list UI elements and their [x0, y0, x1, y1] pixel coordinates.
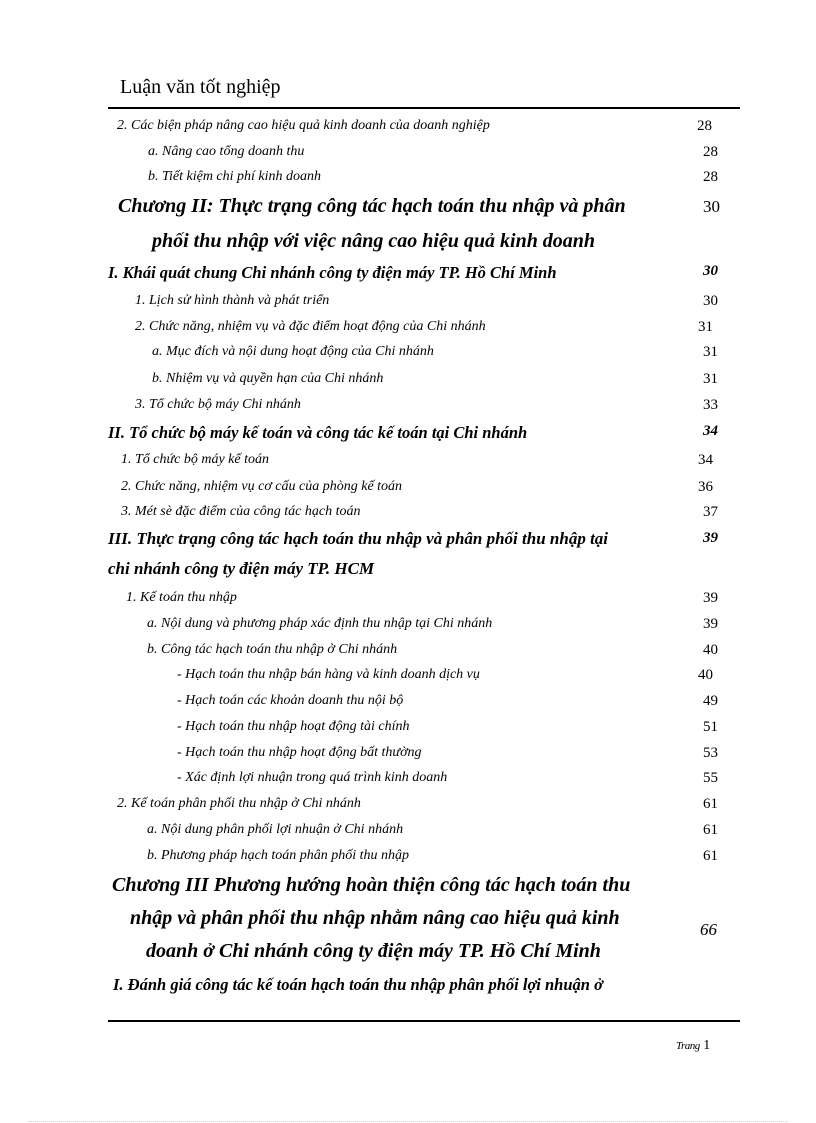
section-title-line: III. Thực trạng công tác hạch toán thu nhập và phân phối thu nhập tại: [108, 529, 609, 548]
chapter-page: 66: [700, 920, 717, 939]
toc-entry-page: 49: [703, 693, 718, 709]
chapter-page: 30: [703, 197, 720, 216]
toc-entry-label: - Hạch toán thu nhập bán hàng và kinh doanh dịch vụ: [177, 667, 480, 682]
toc-entry-label: 3. Tổ chức bộ máy Chi nhánh: [135, 397, 301, 412]
toc-entry-label: a. Nâng cao tổng doanh thu: [148, 144, 305, 159]
toc-entry-label: a. Nội dung và phương pháp xác định thu nhập tại Chi nhánh: [147, 616, 493, 631]
page-footer: [676, 1038, 710, 1054]
toc-entry-page: 28: [703, 144, 718, 160]
toc-entry-label: 2. Các biện pháp nâng cao hiệu quả kinh doanh của doanh nghiệp: [117, 118, 490, 133]
toc-entry-label: - Hạch toán thu nhập hoạt động tài chính: [177, 719, 410, 734]
toc-entry-label: 1. Tổ chức bộ máy kế toán: [121, 452, 269, 467]
toc-entry-page: 61: [703, 796, 718, 812]
toc-entry-page: 51: [703, 719, 718, 735]
toc-entry-page: 28: [697, 118, 712, 134]
section-title-line: chi nhánh công ty điện máy TP. HCM: [108, 559, 375, 578]
toc-entry-label: 2. Chức năng, nhiệm vụ và đặc điểm hoạt động của Chi nhánh: [135, 319, 486, 334]
chapter-title-line: Chương II: Thực trạng công tác hạch toán thu nhập và phân: [118, 195, 626, 217]
footer-page-word: Trang: [676, 1040, 700, 1052]
toc-entry-label: a. Nội dung phân phối lợi nhuận ở Chi nhánh: [147, 822, 404, 837]
toc-entry-page: 28: [703, 169, 718, 185]
toc-entry-label: b. Công tác hạch toán thu nhập ở Chi nhánh: [147, 642, 398, 657]
toc-entry-label: 1. Lịch sử hình thành và phát triển: [135, 293, 330, 308]
toc-entry-page: 40: [698, 667, 713, 683]
toc-entry-label: - Hạch toán thu nhập hoạt động bất thường: [177, 745, 422, 760]
toc-entry-page: 53: [703, 745, 718, 761]
toc-section-label: I. Đánh giá công tác kế toán hạch toán thu nhập phân phối lợi nhuận ở: [113, 975, 603, 994]
toc-entry-page: 31: [703, 371, 718, 387]
toc-entry-page: 31: [703, 344, 718, 360]
toc-entry-label: b. Tiết kiệm chi phí kinh doanh: [148, 169, 322, 184]
toc-section-page: 34: [703, 423, 718, 439]
toc-entry-label: 2. Kế toán phân phối thu nhập ở Chi nhánh: [117, 796, 361, 811]
toc-entry-label: - Xác định lợi nhuận trong quá trình kinh doanh: [177, 770, 448, 785]
toc-entry-label: b. Phương pháp hạch toán phân phối thu nhập: [147, 848, 410, 863]
toc-entry-page: 36: [698, 479, 713, 495]
chapter-title-line: Chương III Phương hướng hoàn thiện công tác hạch toán thu: [112, 874, 631, 896]
chapter-title-line: phối thu nhập với việc nâng cao hiệu quả kinh doanh: [152, 230, 596, 252]
toc-section-label: I. Khái quát chung Chi nhánh công ty điện máy TP. Hồ Chí Minh: [108, 263, 557, 282]
toc-entry-page: 34: [698, 452, 713, 468]
footer-rule: [108, 1020, 740, 1022]
chapter-title-line: doanh ở Chi nhánh công ty điện máy TP. Hồ Chí Minh: [146, 940, 601, 962]
header-rule: [108, 107, 740, 109]
toc-section-label: II. Tổ chức bộ máy kế toán và công tác kế toán tại Chi nhánh: [108, 423, 528, 442]
toc-entry-page: 30: [703, 293, 718, 309]
toc-entry-page: 55: [703, 770, 718, 786]
footer-page-number: 1: [703, 1038, 711, 1053]
toc-entry-label: 2. Chức năng, nhiệm vụ cơ cấu của phòng kế toán: [121, 479, 403, 494]
page-edge-divider: [28, 1121, 788, 1122]
chapter-title-line: nhập và phân phối thu nhập nhằm nâng cao hiệu quả kinh: [130, 907, 620, 929]
toc-entry-label: 3. Mét sè đặc điểm của công tác hạch toán: [121, 504, 361, 519]
toc-entry-label: b. Nhiệm vụ và quyền hạn của Chi nhánh: [152, 371, 384, 386]
toc-entry-page: 39: [703, 590, 718, 606]
toc-section-page: 30: [703, 263, 718, 279]
toc-entry-page: 39: [703, 616, 718, 632]
toc-entry-page: 61: [703, 848, 718, 864]
toc-entry-page: 61: [703, 822, 718, 838]
section-page: 39: [703, 530, 718, 546]
toc-entry-label: a. Mục đích và nội dung hoạt động của Chi nhánh: [152, 344, 434, 359]
toc-entry-page: 33: [703, 397, 718, 413]
toc-entry-label: - Hạch toán các khoản doanh thu nội bộ: [177, 693, 404, 708]
toc-entry-page: 31: [698, 319, 713, 335]
toc-entry-page: 37: [703, 504, 718, 520]
toc-entry-label: 1. Kế toán thu nhập: [126, 590, 237, 605]
document-header-title: Luận văn tốt nghiệp: [120, 76, 281, 98]
toc-entry-page: 40: [703, 642, 718, 658]
